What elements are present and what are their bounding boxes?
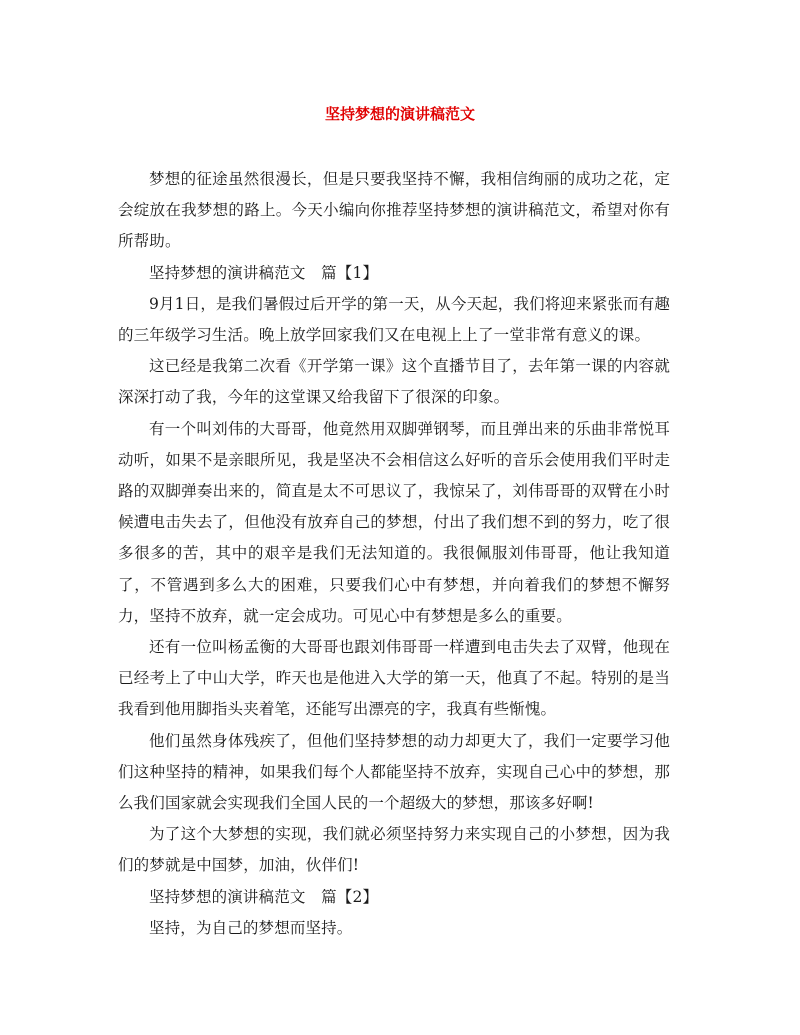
document-title: 坚持梦想的演讲稿范文 <box>324 105 475 123</box>
document-body <box>118 164 670 944</box>
body-paragraph: 还有一位叫杨孟衡的大哥哥也跟刘伟哥哥一样遭到电击失去了双臂，他现在已经考上了中山大学，昨天也是他进入大学的第一天，他真了不起。特别的是当我看到他用脚指头夹着笔，还能写出漂亮的字，我真有些惭愧。 <box>118 638 670 719</box>
body-paragraph: 为了这个大梦想的实现，我们就必须坚持努力来实现自己的小梦想，因为我们的梦就是中国梦，加油，伙伴们! <box>118 825 670 875</box>
body-paragraph: 他们虽然身体残疾了，但他们坚持梦想的动力却更大了，我们一定要学习他们这种坚持的精神，如果我们每个人都能坚持不放弃，实现自己心中的梦想，那么我们国家就会实现我们全国人民的一个超级大的梦想，那该多好啊! <box>118 731 670 813</box>
section-heading-2: 坚持梦想的演讲稿范文 篇【2】 <box>149 887 379 906</box>
section-heading-1: 坚持梦想的演讲稿范文 篇【1】 <box>149 263 379 282</box>
intro-paragraph: 梦想的征途虽然很漫长，但是只要我坚持不懈，我相信绚丽的成功之花，定会绽放在我梦想的路上。今天小编向你推荐坚持梦想的演讲稿范文，希望对你有所帮助。 <box>118 170 670 251</box>
body-paragraph: 坚持，为自己的梦想而坚持。 <box>149 918 353 937</box>
body-paragraph: 9月1日，是我们暑假过后开学的第一天，从今天起，我们将迎来紧张而有趣的三年级学习生活。晚上放学回家我们又在电视上上了一堂非常有意义的课。 <box>118 294 670 345</box>
body-paragraph: 有一个叫刘伟的大哥哥，他竟然用双脚弹钢琴，而且弹出来的乐曲非常悦耳动听，如果不是亲眼所见，我是坚决不会相信这么好听的音乐会使用我们平时走路的双脚弹奏出来的，简直是太不可思议了，我惊呆了，刘伟哥哥的双臂在小时候遭电击失去了，但他没有放弃自己的梦想，付出了我们想不到的努力，吃了很多很多的苦，其中的艰辛是我们无法知道的。我很佩服刘伟哥哥，他让我知道了，不管遇到多么大的困难，只要我们心中有梦想，并向着我们的梦想不懈努力，坚持不放弃，就一定会成功。可见心中有梦想是多么的重要。 <box>118 419 670 625</box>
body-paragraph: 这已经是我第二次看《开学第一课》这个直播节目了，去年第一课的内容就深深打动了我，今年的这堂课又给我留下了很深的印象。 <box>118 357 670 407</box>
